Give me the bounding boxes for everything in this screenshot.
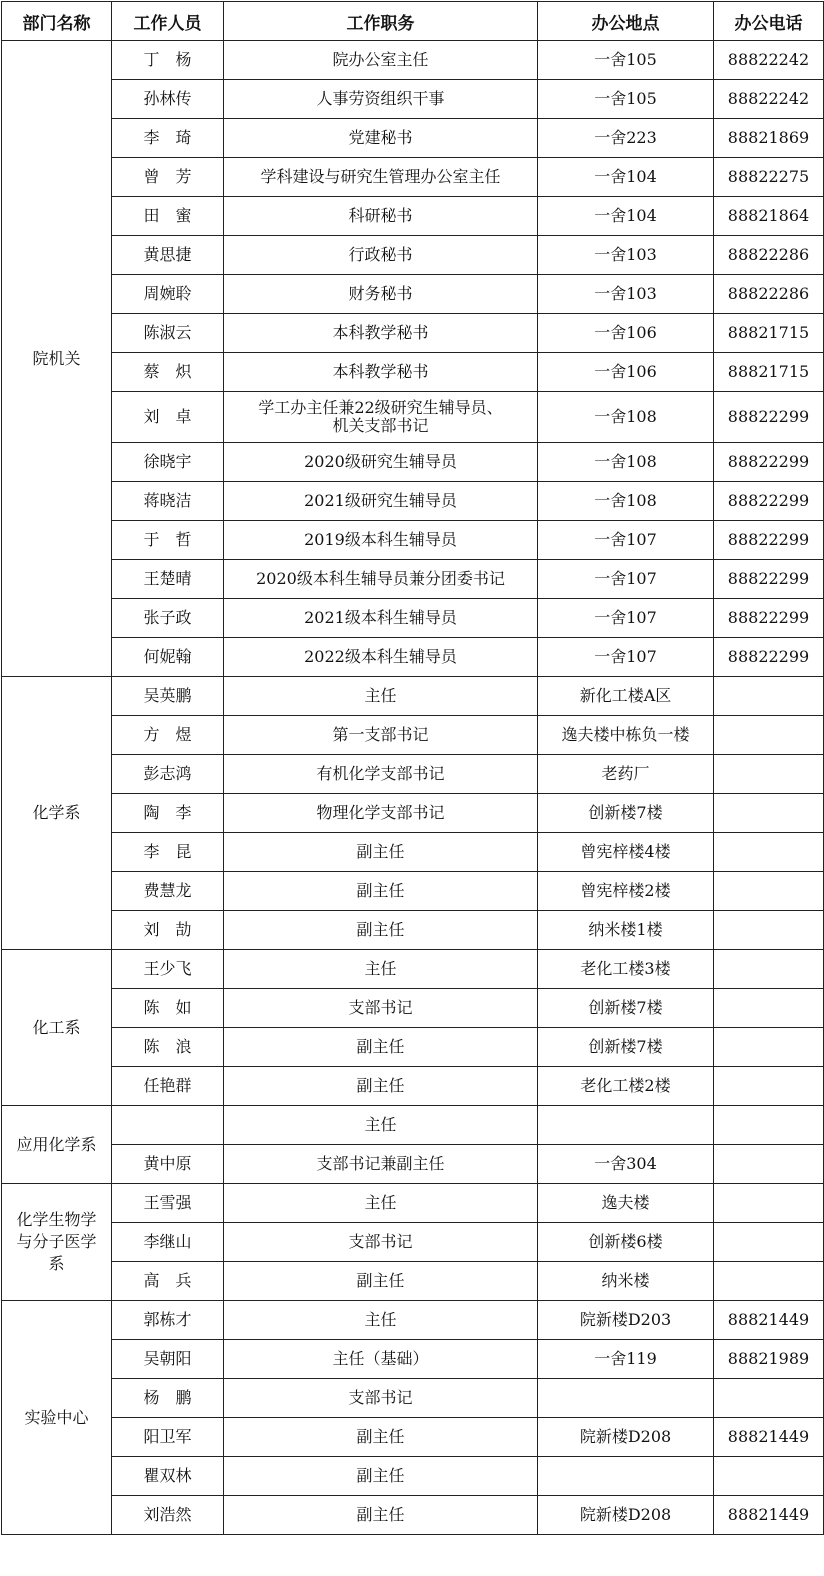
staff-name-cell: 曾 芳: [112, 158, 224, 197]
office-location-cell: 纳米楼: [538, 1262, 714, 1301]
table-row: [2, 1223, 824, 1262]
staff-name-cell: 李 昆: [112, 833, 224, 872]
position-cell: 行政秘书: [224, 236, 538, 275]
office-location-cell: [538, 1379, 714, 1418]
staff-name-cell: 陈淑云: [112, 314, 224, 353]
table-row: [2, 41, 824, 80]
position-cell: 副主任: [224, 1418, 538, 1457]
office-location-cell: [538, 1106, 714, 1145]
office-location-cell: 一舍104: [538, 158, 714, 197]
staff-name-cell: 张子政: [112, 599, 224, 638]
position-cell: 副主任: [224, 1262, 538, 1301]
office-location-cell: 一舍119: [538, 1340, 714, 1379]
office-location-cell: 院新楼D208: [538, 1418, 714, 1457]
staff-name-cell: 周婉聆: [112, 275, 224, 314]
header-position: 工作职务: [224, 2, 538, 41]
office-location-cell: 老化工楼2楼: [538, 1067, 714, 1106]
office-location-cell: 逸夫楼: [538, 1184, 714, 1223]
phone-cell: 88822286: [714, 275, 824, 314]
office-location-cell: 一舍103: [538, 275, 714, 314]
phone-cell: 88821989: [714, 1340, 824, 1379]
staff-name-cell: 李 琦: [112, 119, 224, 158]
position-cell: 人事劳资组织干事: [224, 80, 538, 119]
position-cell: 有机化学支部书记: [224, 755, 538, 794]
position-cell: 2021级研究生辅导员: [224, 482, 538, 521]
table-row: [2, 755, 824, 794]
staff-name-cell: 何妮翰: [112, 638, 224, 677]
staff-name-cell: 费慧龙: [112, 872, 224, 911]
position-cell: 副主任: [224, 1457, 538, 1496]
position-cell: 2020级研究生辅导员: [224, 443, 538, 482]
position-cell: 党建秘书: [224, 119, 538, 158]
position-cell: 科研秘书: [224, 197, 538, 236]
phone-cell: 88822242: [714, 41, 824, 80]
office-location-cell: 曾宪梓楼2楼: [538, 872, 714, 911]
table-row: [2, 197, 824, 236]
position-cell: 主任: [224, 677, 538, 716]
position-cell: 副主任: [224, 1067, 538, 1106]
table-row: [2, 677, 824, 716]
position-cell: 副主任: [224, 833, 538, 872]
position-cell: 物理化学支部书记: [224, 794, 538, 833]
office-location-cell: 创新楼7楼: [538, 989, 714, 1028]
office-location-cell: 新化工楼A区: [538, 677, 714, 716]
phone-cell: 88821869: [714, 119, 824, 158]
position-cell: 学科建设与研究生管理办公室主任: [224, 158, 538, 197]
phone-cell: [714, 1106, 824, 1145]
phone-cell: 88822275: [714, 158, 824, 197]
header-office: 办公地点: [538, 2, 714, 41]
department-cell: 应用化学系: [2, 1106, 112, 1184]
staff-name-cell: 陈 浪: [112, 1028, 224, 1067]
table-row: [2, 1067, 824, 1106]
table-row: [2, 599, 824, 638]
staff-name-cell: 刘浩然: [112, 1496, 224, 1535]
office-location-cell: 一舍104: [538, 197, 714, 236]
position-cell: 副主任: [224, 1496, 538, 1535]
header-phone: 办公电话: [714, 2, 824, 41]
office-location-cell: 一舍106: [538, 314, 714, 353]
department-cell: 实验中心: [2, 1301, 112, 1535]
table-row: [2, 1457, 824, 1496]
table-row: [2, 1145, 824, 1184]
position-cell: 2020级本科生辅导员兼分团委书记: [224, 560, 538, 599]
position-cell: 副主任: [224, 872, 538, 911]
position-cell: 第一支部书记: [224, 716, 538, 755]
phone-cell: 88821864: [714, 197, 824, 236]
position-cell: 副主任: [224, 1028, 538, 1067]
office-location-cell: 院新楼D203: [538, 1301, 714, 1340]
header-row: [2, 2, 824, 41]
position-cell: 2021级本科生辅导员: [224, 599, 538, 638]
table-row: [2, 236, 824, 275]
staff-name-cell: 王雪强: [112, 1184, 224, 1223]
table-row: [2, 443, 824, 482]
phone-cell: 88822242: [714, 80, 824, 119]
table-row: [2, 158, 824, 197]
table-row: [2, 521, 824, 560]
table-row: [2, 1340, 824, 1379]
phone-cell: 88821449: [714, 1496, 824, 1535]
table-row: [2, 353, 824, 392]
table-row: [2, 1418, 824, 1457]
staff-name-cell: 李继山: [112, 1223, 224, 1262]
department-cell: 化学系: [2, 677, 112, 950]
position-cell: 2019级本科生辅导员: [224, 521, 538, 560]
table-row: [2, 1106, 824, 1145]
staff-name-cell: 方 煜: [112, 716, 224, 755]
office-location-cell: 逸夫楼中栋负一楼: [538, 716, 714, 755]
staff-name-cell: 孙林传: [112, 80, 224, 119]
staff-name-cell: 王少飞: [112, 950, 224, 989]
phone-cell: [714, 1379, 824, 1418]
phone-cell: [714, 989, 824, 1028]
phone-cell: [714, 1145, 824, 1184]
staff-name-cell: 杨 鹏: [112, 1379, 224, 1418]
table-row: [2, 80, 824, 119]
staff-name-cell: 黄中原: [112, 1145, 224, 1184]
position-cell: 2022级本科生辅导员: [224, 638, 538, 677]
phone-cell: 88822299: [714, 560, 824, 599]
office-location-cell: [538, 1457, 714, 1496]
office-location-cell: 一舍105: [538, 80, 714, 119]
staff-name-cell: 田 蜜: [112, 197, 224, 236]
table-row: [2, 1262, 824, 1301]
phone-cell: 88821715: [714, 353, 824, 392]
office-location-cell: 一舍107: [538, 521, 714, 560]
staff-name-cell: 黄思捷: [112, 236, 224, 275]
phone-cell: 88822299: [714, 392, 824, 443]
phone-cell: [714, 1262, 824, 1301]
phone-cell: 88822299: [714, 443, 824, 482]
phone-cell: 88822299: [714, 482, 824, 521]
phone-cell: [714, 872, 824, 911]
position-cell: 支部书记: [224, 989, 538, 1028]
table-row: [2, 1301, 824, 1340]
table-row: [2, 482, 824, 521]
phone-cell: [714, 755, 824, 794]
phone-cell: [714, 716, 824, 755]
table-row: [2, 872, 824, 911]
office-location-cell: 老药厂: [538, 755, 714, 794]
staff-name-cell: 刘 劼: [112, 911, 224, 950]
staff-name-cell: 王楚晴: [112, 560, 224, 599]
table-row: [2, 833, 824, 872]
position-cell: 本科教学秘书: [224, 314, 538, 353]
staff-name-cell: [112, 1106, 224, 1145]
staff-name-cell: 吴英鹏: [112, 677, 224, 716]
office-location-cell: 创新楼6楼: [538, 1223, 714, 1262]
phone-cell: [714, 1457, 824, 1496]
table-row: [2, 989, 824, 1028]
office-location-cell: 一舍105: [538, 41, 714, 80]
office-location-cell: 一舍106: [538, 353, 714, 392]
office-location-cell: 一舍107: [538, 599, 714, 638]
staff-name-cell: 徐晓宇: [112, 443, 224, 482]
phone-cell: 88821715: [714, 314, 824, 353]
office-location-cell: 一舍108: [538, 482, 714, 521]
position-cell: 主任: [224, 1184, 538, 1223]
position-cell: 院办公室主任: [224, 41, 538, 80]
office-location-cell: 老化工楼3楼: [538, 950, 714, 989]
staff-name-cell: 丁 杨: [112, 41, 224, 80]
table-row: [2, 119, 824, 158]
phone-cell: [714, 1067, 824, 1106]
staff-name-cell: 于 哲: [112, 521, 224, 560]
phone-cell: [714, 833, 824, 872]
table-row: [2, 950, 824, 989]
office-location-cell: 纳米楼1楼: [538, 911, 714, 950]
office-location-cell: 创新楼7楼: [538, 794, 714, 833]
office-location-cell: 一舍108: [538, 443, 714, 482]
position-cell: 支部书记: [224, 1379, 538, 1418]
table-row: [2, 392, 824, 443]
phone-cell: 88822299: [714, 521, 824, 560]
phone-cell: [714, 794, 824, 833]
table-row: [2, 716, 824, 755]
position-cell: 副主任: [224, 911, 538, 950]
position-cell: 主任（基础）: [224, 1340, 538, 1379]
staff-name-cell: 阳卫军: [112, 1418, 224, 1457]
phone-cell: 88822299: [714, 599, 824, 638]
staff-name-cell: 陶 李: [112, 794, 224, 833]
staff-directory-table: [1, 1, 824, 1535]
table-row: [2, 1379, 824, 1418]
staff-name-cell: 高 兵: [112, 1262, 224, 1301]
office-location-cell: 院新楼D208: [538, 1496, 714, 1535]
phone-cell: [714, 677, 824, 716]
table-row: [2, 638, 824, 677]
staff-name-cell: 彭志鸿: [112, 755, 224, 794]
table-row: [2, 275, 824, 314]
phone-cell: 88821449: [714, 1301, 824, 1340]
header-staff: 工作人员: [112, 2, 224, 41]
office-location-cell: 一舍223: [538, 119, 714, 158]
position-cell: 主任: [224, 1301, 538, 1340]
position-cell: 财务秘书: [224, 275, 538, 314]
office-location-cell: 创新楼7楼: [538, 1028, 714, 1067]
position-cell: 学工办主任兼22级研究生辅导员、 机关支部书记: [224, 392, 538, 443]
staff-name-cell: 蒋晓洁: [112, 482, 224, 521]
staff-name-cell: 任艳群: [112, 1067, 224, 1106]
office-location-cell: 曾宪梓楼4楼: [538, 833, 714, 872]
position-cell: 本科教学秘书: [224, 353, 538, 392]
table-row: [2, 794, 824, 833]
phone-cell: 88821449: [714, 1418, 824, 1457]
phone-cell: [714, 1223, 824, 1262]
office-location-cell: 一舍107: [538, 560, 714, 599]
phone-cell: [714, 1184, 824, 1223]
staff-name-cell: 蔡 炽: [112, 353, 224, 392]
table-row: [2, 1028, 824, 1067]
phone-cell: [714, 950, 824, 989]
phone-cell: 88822299: [714, 638, 824, 677]
position-cell: 支部书记: [224, 1223, 538, 1262]
position-cell: 主任: [224, 950, 538, 989]
office-location-cell: 一舍108: [538, 392, 714, 443]
office-location-cell: 一舍107: [538, 638, 714, 677]
department-cell: 院机关: [2, 41, 112, 677]
office-location-cell: 一舍304: [538, 1145, 714, 1184]
position-cell: 支部书记兼副主任: [224, 1145, 538, 1184]
phone-cell: [714, 911, 824, 950]
table-row: [2, 560, 824, 599]
table-body: [2, 41, 824, 1535]
position-cell: 主任: [224, 1106, 538, 1145]
staff-name-cell: 郭栋才: [112, 1301, 224, 1340]
phone-cell: [714, 1028, 824, 1067]
staff-name-cell: 陈 如: [112, 989, 224, 1028]
table-row: [2, 1184, 824, 1223]
table-row: [2, 911, 824, 950]
table-row: [2, 314, 824, 353]
phone-cell: 88822286: [714, 236, 824, 275]
department-cell: 化学生物学 与分子医学 系: [2, 1184, 112, 1301]
department-cell: 化工系: [2, 950, 112, 1106]
staff-name-cell: 吴朝阳: [112, 1340, 224, 1379]
table-row: [2, 1496, 824, 1535]
staff-name-cell: 刘 卓: [112, 392, 224, 443]
office-location-cell: 一舍103: [538, 236, 714, 275]
staff-name-cell: 瞿双林: [112, 1457, 224, 1496]
header-department: 部门名称: [2, 2, 112, 41]
